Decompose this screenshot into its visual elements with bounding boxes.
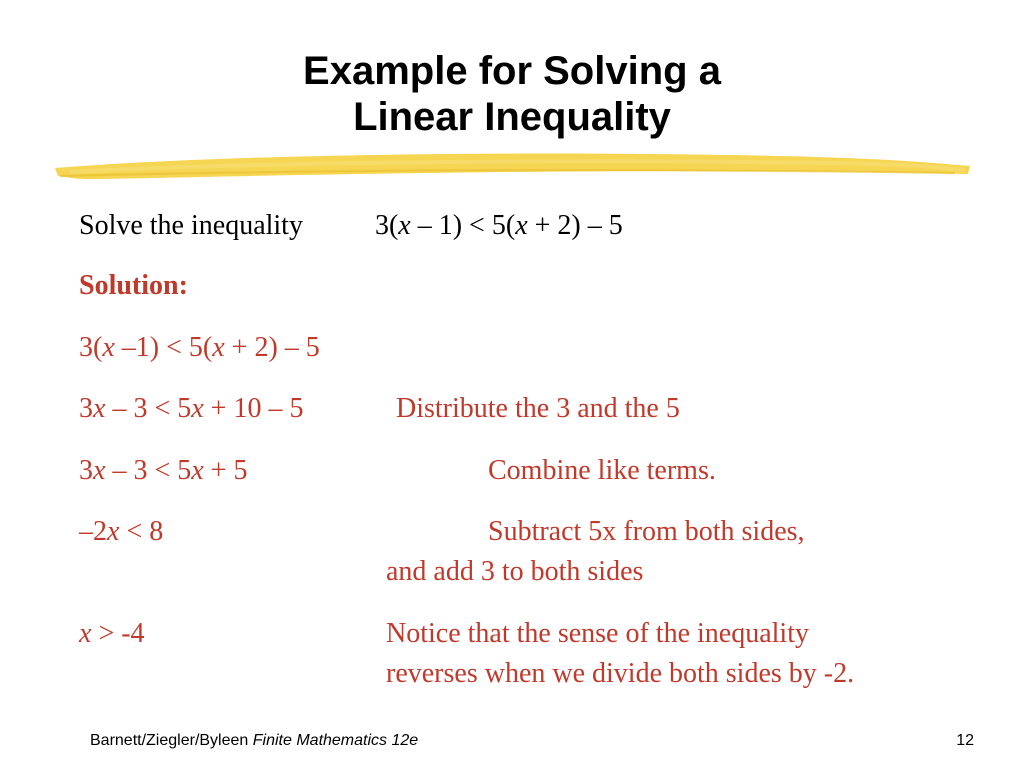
footer-book-title: Finite Mathematics 12e <box>252 732 419 749</box>
page-number: 12 <box>956 732 974 749</box>
slide-title <box>0 48 1024 140</box>
step-5-note: Notice that the sense of the inequality <box>386 618 809 649</box>
title-line-1: Example for Solving a <box>303 49 721 93</box>
step-5-note-2: reverses when we divide both sides by -2. <box>386 658 855 689</box>
step-2: 3x – 3 < 5x + 10 – 5 <box>79 393 304 424</box>
title-line-2: Linear Inequality <box>353 95 671 139</box>
step-5: x > -4 <box>79 618 145 649</box>
step-4-note: Subtract 5x from both sides, <box>488 516 805 547</box>
step-4-note-2: and add 3 to both sides <box>386 556 644 587</box>
problem-expression: 3(x – 1) < 5(x + 2) – 5 <box>374 210 623 241</box>
problem-prompt: Solve the inequality <box>79 210 303 241</box>
step-4: –2x < 8 <box>79 516 164 547</box>
step-3-note: Combine like terms. <box>488 455 716 486</box>
footer-authors: Barnett/Ziegler/Byleen <box>90 732 249 749</box>
step-1: 3(x –1) < 5(x + 2) – 5 <box>79 332 320 363</box>
step-3: 3x – 3 < 5x + 5 <box>79 455 248 486</box>
title-underline-brush <box>50 146 975 186</box>
problem-statement <box>79 210 623 242</box>
footer-citation <box>90 732 418 750</box>
solution-label: Solution: <box>79 270 188 301</box>
step-2-note: Distribute the 3 and the 5 <box>396 393 680 424</box>
